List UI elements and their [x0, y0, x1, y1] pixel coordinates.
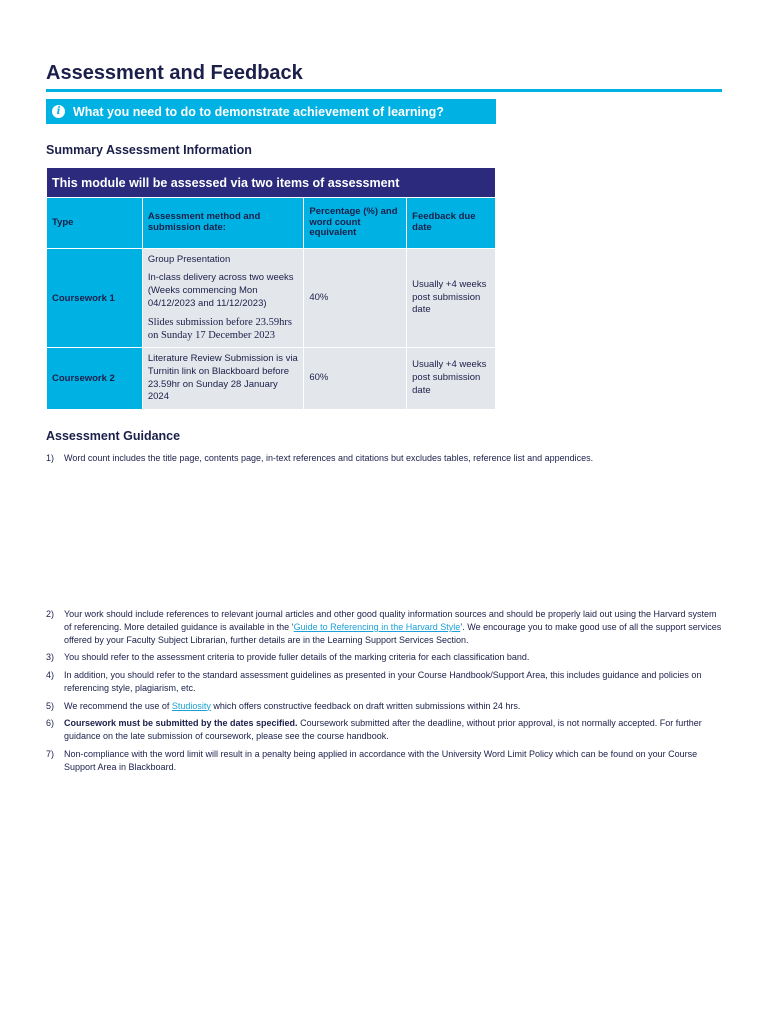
list-item — [46, 608, 726, 646]
info-banner — [46, 99, 496, 124]
feedback-cell: Usually +4 weeks post submission date — [407, 249, 496, 348]
list-number: 2) — [46, 609, 55, 619]
page-title: Assessment and Feedback — [46, 62, 722, 92]
list-item — [46, 452, 726, 465]
list-number: 3) — [46, 652, 55, 663]
type-cell: Coursework 1 — [47, 249, 143, 348]
type-cell: Coursework 2 — [47, 348, 143, 410]
list-text-bold: Coursework must be submitted by the dates specified. — [64, 718, 298, 729]
feedback-cell: Usually +4 weeks post submission date — [407, 348, 496, 410]
list-text — [64, 717, 726, 743]
method-line: In-class delivery across two weeks (Weeks commencing Mon 04/12/2023 and 11/12/2023) — [147, 272, 294, 309]
list-text-part: We recommend the use of — [64, 700, 172, 711]
column-header-type: Type — [47, 198, 143, 249]
list-item — [46, 651, 726, 664]
list-text — [64, 700, 726, 713]
table-row — [47, 249, 496, 348]
studiosity-link[interactable]: Studiosity — [171, 700, 211, 711]
list-text-part: Coursework submitted after the deadline, without prior approval, is not normally accepted. For further guidance on the late submission of coursework, please see the course handbook. — [64, 718, 702, 742]
info-banner-text: What you need to do to demonstrate achievement of learning? — [73, 104, 444, 119]
column-header-feedback: Feedback due date — [407, 198, 496, 249]
list-text: You should refer to the assessment criteria to provide fuller details of the marking criteria for each classification band. — [64, 652, 530, 663]
table-row — [47, 348, 496, 410]
list-item — [46, 717, 726, 743]
info-icon: i — [52, 105, 65, 118]
list-text-part: which offers constructive feedback on draft written submissions within 24 hrs. — [210, 700, 521, 711]
list-number: 6) — [46, 718, 55, 729]
list-number: 4) — [46, 670, 55, 681]
list-number: 1) — [46, 453, 55, 463]
list-text — [64, 608, 726, 646]
table-header-row — [47, 198, 496, 249]
list-text: In addition, you should refer to the standard assessment guidelines as presented in your Course Handbook/Support Area, this includes guidance and policies on referencing style, plagiarism, etc. — [64, 670, 702, 693]
assessment-table — [46, 167, 496, 410]
list-text: Non-compliance with the word limit will result in a penalty being applied in accordance with the University Word Limit Policy which can be found on your Course Support Area in Blackboard. — [64, 748, 698, 772]
harvard-guide-link[interactable]: Guide to Referencing in the Harvard Style — [293, 621, 461, 632]
percentage-cell: 60% — [304, 348, 407, 410]
method-line: Literature Review Submission is via Turnitin link on Blackboard before 23.59hr on Sunday 28 January 2024 — [147, 352, 298, 403]
list-number: 7) — [46, 748, 55, 759]
list-item — [46, 700, 726, 713]
list-number: 5) — [46, 700, 55, 711]
list-text-part: Your work should include references to relevant journal articles and other good quality information sources and should be properly laid out using the Harvard system of referencing. More detailed guidance is available in the ‘ — [64, 609, 717, 632]
method-cell — [142, 348, 304, 410]
summary-heading: Summary Assessment Information — [46, 143, 252, 157]
guidance-list-top — [46, 452, 726, 465]
method-note: Slides submission before 23.59hrs on Sunday 17 December 2023 — [147, 316, 292, 341]
table-caption-row — [47, 168, 496, 198]
column-header-method: Assessment method and submission date: — [142, 198, 304, 249]
list-text: Word count includes the title page, contents page, in-text references and citations but excludes tables, reference list and appendices. — [64, 453, 594, 463]
list-text-part: ’. We encourage you to make good use of all the support services offered by your Faculty Subject Librarian, further details are in the Learning Support Services Section. — [64, 621, 722, 645]
method-cell — [142, 249, 304, 348]
percentage-cell: 40% — [304, 249, 407, 348]
column-header-percentage: Percentage (%) and word count equivalent — [304, 198, 407, 249]
guidance-heading: Assessment Guidance — [46, 429, 181, 443]
table-caption: This module will be assessed via two items of assessment — [47, 168, 496, 198]
guidance-list — [46, 608, 726, 773]
method-line: Group Presentation — [147, 254, 231, 266]
list-item — [46, 669, 726, 695]
list-item — [46, 748, 726, 774]
